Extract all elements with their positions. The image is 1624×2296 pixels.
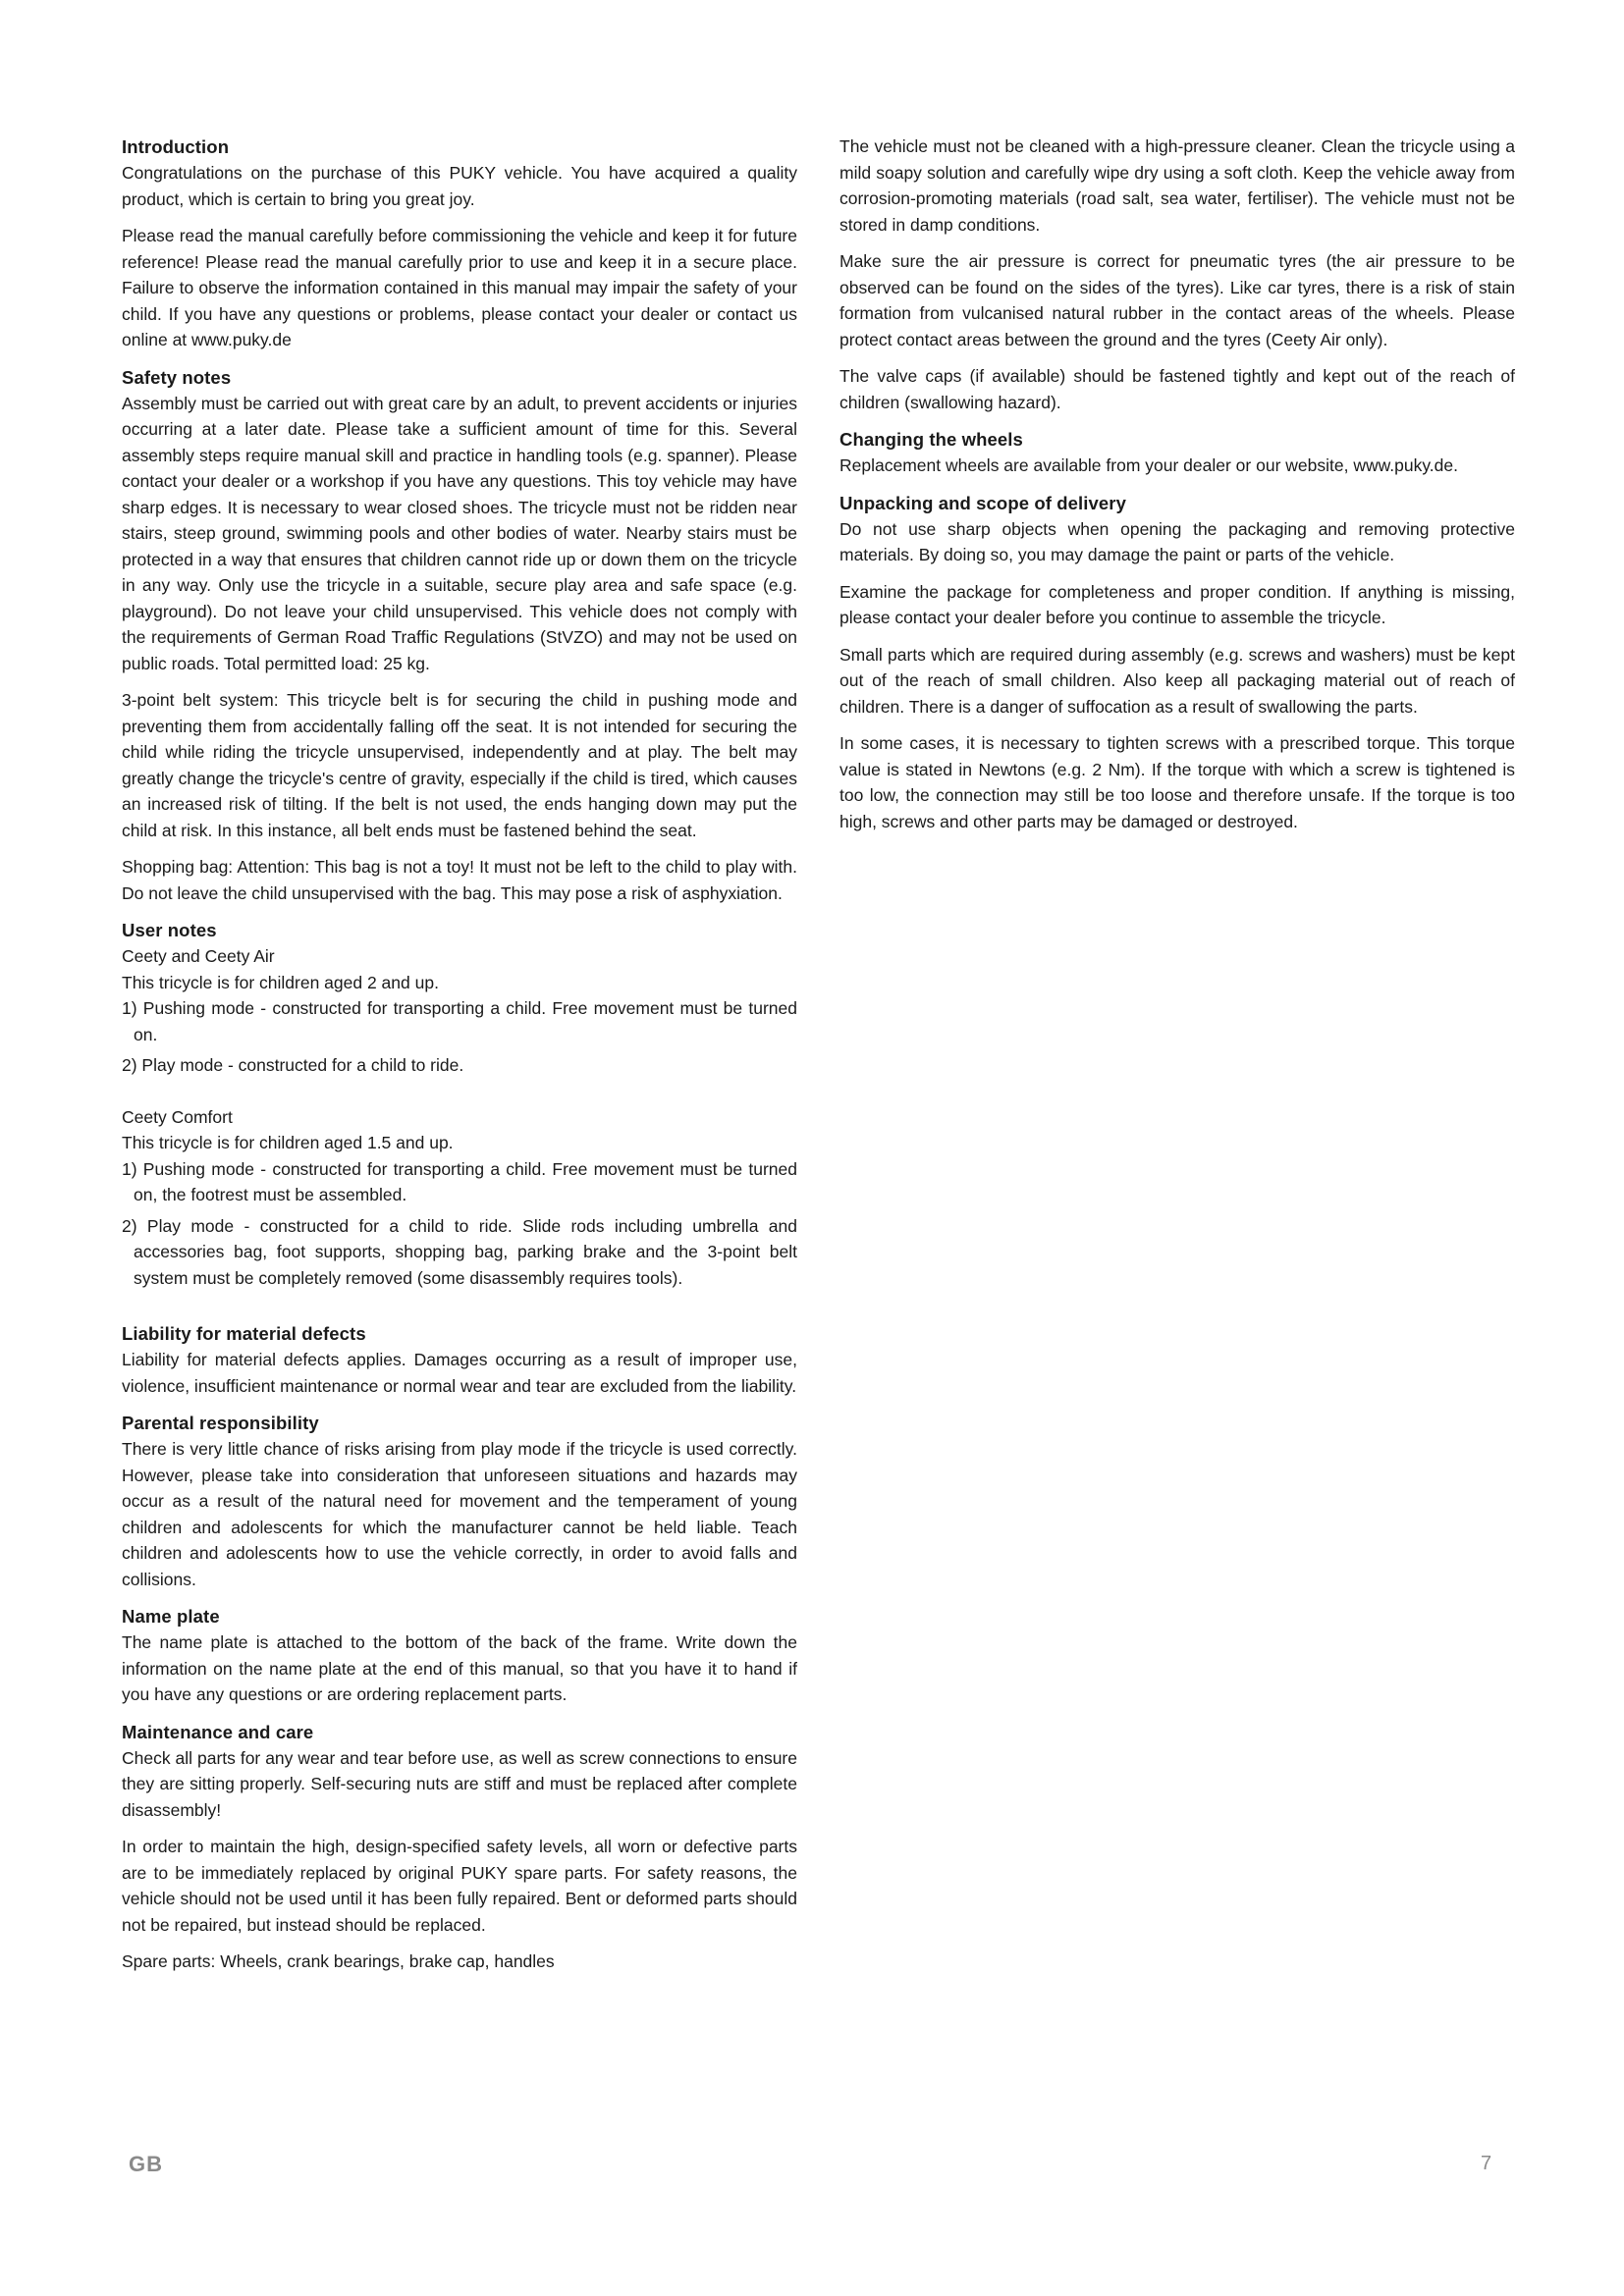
subheading-ceety-air: Ceety and Ceety Air: [122, 946, 275, 966]
right-column: [839, 133, 1515, 845]
paragraph: The name plate is attached to the bottom of the back of the frame. Write down the information on the name plate at the end of this manual, so that you have it to hand if you have any questions or are ordering replacement parts.: [122, 1632, 797, 1704]
section-maintenance: [122, 1719, 797, 1975]
list-item: 1) Pushing mode - constructed for transporting a child. Free movement must be turned on.: [122, 998, 797, 1044]
section-user-notes: [122, 917, 797, 1291]
paragraph: 3-point belt system: This tricycle belt is for securing the child in pushing mode and preventing them from accidentally falling off the seat. It is not intended for securing the child while riding the tricycle unsupervised, independently and at play. The belt may greatly change the tricycle's centre of gravity, especially if the child is tired, which causes an increased risk of tilting. If the belt is not used, the ends hanging down may put the child at risk. In this instance, all belt ends must be fastened behind the seat.: [122, 690, 797, 840]
paragraph: This tricycle is for children aged 2 and up.: [122, 972, 439, 992]
page-number: 7: [1481, 2153, 1492, 2174]
paragraph: Liability for material defects applies. Damages occurring as a result of improper use, violence, insufficient maintenance or normal wear and tear are excluded from the liability.: [122, 1350, 797, 1396]
paragraph: Please read the manual carefully before commissioning the vehicle and keep it for future reference! Please read the manual carefully prior to use and keep it in a secure place. Failure to observe the information contained in this manual may impair the safety of your child. If you have any questions or problems, please contact your dealer or contact us online at www.puky.de: [122, 226, 797, 349]
paragraph: The valve caps (if available) should be fastened tightly and kept out of the reach of children (swallowing hazard).: [839, 366, 1515, 412]
paragraph: This tricycle is for children aged 1.5 and up.: [122, 1133, 454, 1152]
paragraph: In order to maintain the high, design-specified safety levels, all worn or defective parts are to be immediately replaced by original PUKY spare parts. For safety reasons, the vehicle should not be used until it has been fully repaired. Bent or deformed parts should not be repaired, but instead should be replaced.: [122, 1837, 797, 1935]
paragraph: Congratulations on the purchase of this PUKY vehicle. You have acquired a quality product, which is certain to bring you great joy.: [122, 163, 797, 209]
heading-changing-wheels: Changing the wheels: [839, 429, 1023, 450]
mode-list: [122, 1156, 797, 1292]
paragraph: There is very little chance of risks arising from play mode if the tricycle is used correctly. However, please take into consideration that unforeseen situations and hazards may occur as a result of the natural need for movement and the temperament of young children and adolescents for which the manufacturer cannot be held liable. Teach children and adolescents how to use the vehicle correctly, in order to avoid falls and collisions.: [122, 1439, 797, 1589]
paragraph: Small parts which are required during assembly (e.g. screws and washers) must be kept out of the reach of small children. Also keep all packaging material out of reach of children. There is a danger of suffocation as a result of swallowing the parts.: [839, 644, 1515, 717]
heading-introduction: Introduction: [122, 136, 230, 157]
language-code: GB: [129, 2152, 163, 2176]
heading-liability: Liability for material defects: [122, 1323, 366, 1344]
mode-list: [122, 995, 797, 1079]
list-item: 1) Pushing mode - constructed for transporting a child. Free movement must be turned on, the footrest must be assembled.: [122, 1158, 797, 1204]
section-name-plate: [122, 1603, 797, 1708]
section-safety-notes: [122, 364, 797, 907]
paragraph: Examine the package for completeness and proper condition. If anything is missing, please contact your dealer before you continue to assemble the tricycle.: [839, 581, 1515, 627]
paragraph: Replacement wheels are available from your dealer or our website, www.puky.de.: [839, 455, 1458, 475]
subheading-ceety-comfort: Ceety Comfort: [122, 1106, 233, 1127]
section-changing-wheels: [839, 426, 1515, 479]
user-notes-ceety-air: [122, 943, 797, 1079]
paragraph: Spare parts: Wheels, crank bearings, brake cap, handles: [122, 1951, 555, 1971]
section-introduction: [122, 133, 797, 353]
user-notes-ceety-comfort: [122, 1104, 797, 1292]
paragraph: In some cases, it is necessary to tighten screws with a prescribed torque. This torque value is stated in Newtons (e.g. 2 Nm). If the torque with which a screw is tightened is too low, the connection may still be too loose and therefore unsafe. If the torque is too high, screws and other parts may be damaged or destroyed.: [839, 733, 1515, 831]
paragraph: Assembly must be carried out with great care by an adult, to prevent accidents or injuries occurring at a later date. Please take a sufficient amount of time for this. Several assembly steps require manual skill and practice in handling tools (e.g. spanner). Please contact your dealer or a workshop if you have any questions. This toy vehicle may have sharp edges. It is necessary to wear closed shoes. The tricycle must not be ridden near stairs, steep ground, swimming pools and other bodies of water. Nearby stairs must be protected in a way that ensures that children cannot ride up or down them on the tricycle in any way. Only use the tricycle in a suitable, secure play area and safe space (e.g. playground). Do not leave your child unsupervised. This vehicle does not comply with the requirements of German Road Traffic Regulations (StVZO) and may not be used on public roads. Total permitted load: 25 kg.: [122, 393, 797, 673]
section-unpacking: [839, 490, 1515, 835]
heading-safety-notes: Safety notes: [122, 366, 232, 388]
heading-unpacking: Unpacking and scope of delivery: [839, 492, 1126, 513]
heading-parental-responsibility: Parental responsibility: [122, 1413, 319, 1433]
left-column: [122, 133, 797, 1986]
section-liability: [122, 1320, 797, 1399]
list-item: 2) Play mode - constructed for a child to ride. Slide rods including umbrella and accessories bag, foot supports, shopping bag, parking brake and the 3-point belt system must be completely removed (some disassembly requires tools).: [122, 1215, 797, 1288]
heading-name-plate: Name plate: [122, 1606, 220, 1627]
paragraph: Shopping bag: Attention: This bag is not a toy! It must not be left to the child to play with. Do not leave the child unsupervised with the bag. This may pose a risk of asphyxiation.: [122, 857, 797, 903]
paragraph: Check all parts for any wear and tear before use, as well as screw connections to ensure they are sitting properly. Self-securing nuts are stiff and must be replaced after complete disassembly!: [122, 1747, 797, 1820]
heading-maintenance: Maintenance and care: [122, 1721, 314, 1742]
heading-user-notes: User notes: [122, 920, 217, 940]
paragraph: The vehicle must not be cleaned with a high-pressure cleaner. Clean the tricycle using a mild soapy solution and carefully wipe dry using a soft cloth. Keep the vehicle away from corrosion-promoting materials (road salt, sea water, fertiliser). The vehicle must not be stored in damp conditions.: [839, 136, 1515, 235]
paragraph: Make sure the air pressure is correct for pneumatic tyres (the air pressure to be observed can be found on the sides of the tyres). Like car tyres, there is a risk of stain formation from vulcanised natural rubber in the contact areas of the wheels. Please protect contact areas between the ground and the tyres (Ceety Air only).: [839, 251, 1515, 349]
list-item: 2) Play mode - constructed for a child to ride.: [122, 1055, 464, 1075]
paragraph: Do not use sharp objects when opening the packaging and removing protective materials. By doing so, you may damage the paint or parts of the vehicle.: [839, 518, 1515, 564]
section-parental-responsibility: [122, 1410, 797, 1592]
section-cleaning: [839, 133, 1515, 415]
